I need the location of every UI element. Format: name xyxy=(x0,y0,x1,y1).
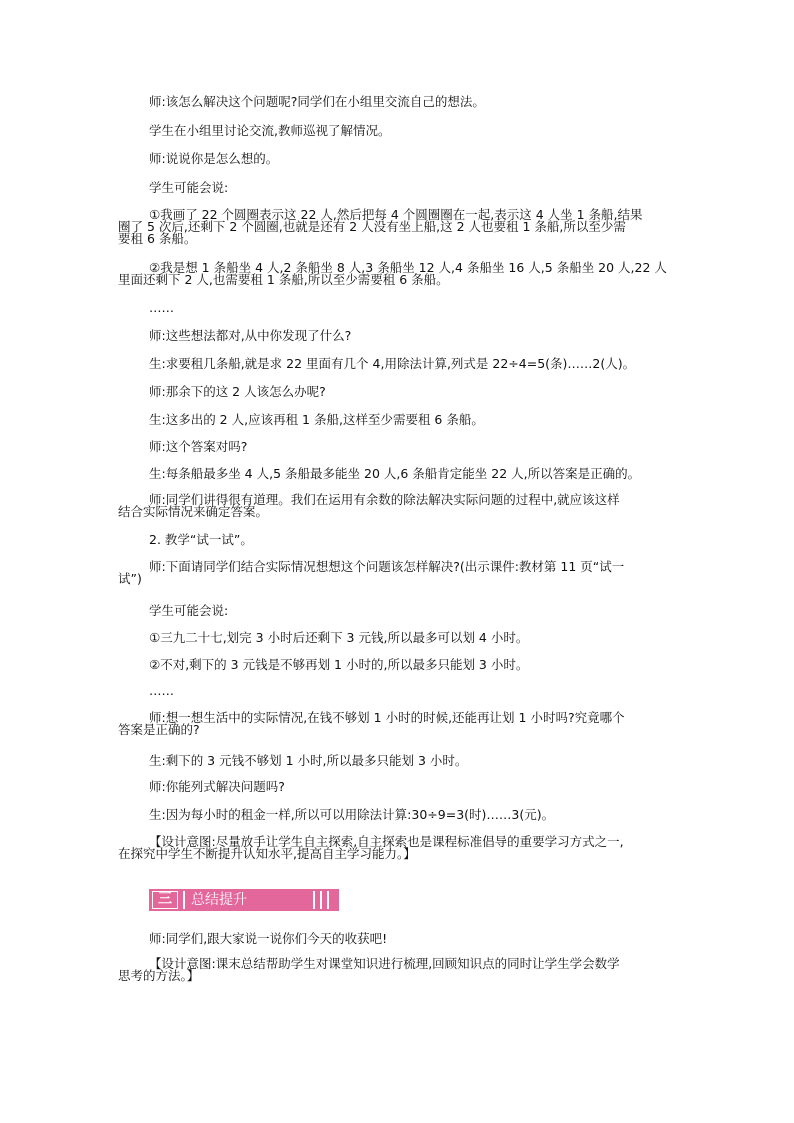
line: 思考的方法。】 xyxy=(118,968,200,983)
section-heading-separator xyxy=(183,891,185,909)
paragraph: 师:这个答案对吗? xyxy=(149,439,248,454)
design-intent-note xyxy=(118,956,620,983)
paragraph: 学生可能会说: xyxy=(149,603,229,618)
line: ②我是想 1 条船坐 4 人,2 条船坐 8 人,3 条船坐 12 人,4 条船坐 16 人,5 条船坐 20 人,22 人 xyxy=(149,260,667,275)
paragraph: 师:该怎么解决这个问题呢?同学们在小组里交流自己的想法。 xyxy=(149,94,485,109)
paragraph-multiline xyxy=(118,260,667,287)
line: ①我画了 22 个圆圈表示这 22 人,然后把每 4 个圆圈圈在一起,表示这 4 人坐 1 条船,结果 xyxy=(149,207,643,222)
paragraph: 学生在小组里讨论交流,教师巡视了解情况。 xyxy=(149,123,391,138)
line: 【设计意图:尽量放手让学生自主探索,自主探索也是课程标准倡导的重要学习方式之一, xyxy=(149,834,624,849)
paragraph: 师:说说你是怎么想的。 xyxy=(149,151,279,166)
line: 在探究中学生不断提升认知水平,提高自主学习能力。】 xyxy=(118,846,416,861)
section-heading-number: 三 xyxy=(152,891,178,909)
line: 师:下面请同学们结合实际情况想想这个问题该怎样解决?(出示课件:教材第 11 页“试一 xyxy=(149,559,625,574)
paragraph-multiline xyxy=(118,207,643,246)
line: 【设计意图:课末总结帮助学生对课堂知识进行梳理,回顾知识点的同时让学生学会数学 xyxy=(149,956,620,971)
paragraph: 师:这些想法都对,从中你发现了什么? xyxy=(149,328,352,343)
heading-stripe xyxy=(320,891,322,909)
heading-stripe xyxy=(313,891,315,909)
line: 要租 6 条船。 xyxy=(118,231,197,246)
paragraph: 师:同学们,跟大家说一说你们今天的收获吧! xyxy=(149,931,388,946)
paragraph: 生:每条船最多坐 4 人,5 条船最多能坐 20 人,6 条船肯定能坐 22 人,所以答案是正确的。 xyxy=(149,466,641,481)
paragraph: 生:这多出的 2 人,应该再租 1 条船,这样至少需要租 6 条船。 xyxy=(149,412,484,427)
line: 里面还剩下 2 人,也需要租 1 条船,所以至少需要租 6 条船。 xyxy=(118,272,449,287)
line: 师:同学们讲得很有道理。我们在运用有余数的除法解决实际问题的过程中,就应该这样 xyxy=(149,492,620,507)
paragraph: ②不对,剩下的 3 元钱是不够再划 1 小时的,所以最多只能划 3 小时。 xyxy=(149,657,529,672)
line: 试”) xyxy=(118,571,142,586)
heading-stripe xyxy=(327,891,329,909)
paragraph: 生:因为每小时的租金一样,所以可以用除法计算:30÷9=3(时)……3(元)。 xyxy=(149,807,555,822)
line: 师:想一想生活中的实际情况,在钱不够划 1 小时的时候,还能再让划 1 小时吗?究竟哪个 xyxy=(149,710,625,725)
design-intent-note xyxy=(118,834,624,861)
paragraph: 师:你能列式解决问题吗? xyxy=(149,779,285,794)
line: 答案是正确的? xyxy=(118,722,200,737)
paragraph-multiline xyxy=(118,559,625,586)
line: 结合实际情况来确定答案。 xyxy=(118,504,269,519)
section-heading-title: 总结提升 xyxy=(191,892,247,908)
paragraph-multiline xyxy=(118,492,620,519)
paragraph-multiline xyxy=(118,710,625,737)
paragraph: 学生可能会说: xyxy=(149,180,229,195)
paragraph: ①三九二十七,划完 3 小时后还剩下 3 元钱,所以最多可以划 4 小时。 xyxy=(149,630,529,645)
paragraph: 师:那余下的这 2 人该怎么办呢? xyxy=(149,384,326,399)
line: 圈了 5 次后,还剩下 2 个圆圈,也就是还有 2 人没有坐上船,这 2 人也要租 1 条船,所以至少需 xyxy=(118,219,626,234)
paragraph: 生:求要租几条船,就是求 22 里面有几个 4,用除法计算,列式是 22÷4=5(条)……2(人)。 xyxy=(149,356,636,371)
section-subtitle: 2. 教学“试一试”。 xyxy=(149,532,253,547)
ellipsis: …… xyxy=(149,683,174,698)
paragraph: 生:剩下的 3 元钱不够划 1 小时,所以最多只能划 3 小时。 xyxy=(149,753,468,768)
ellipsis: …… xyxy=(149,300,174,315)
